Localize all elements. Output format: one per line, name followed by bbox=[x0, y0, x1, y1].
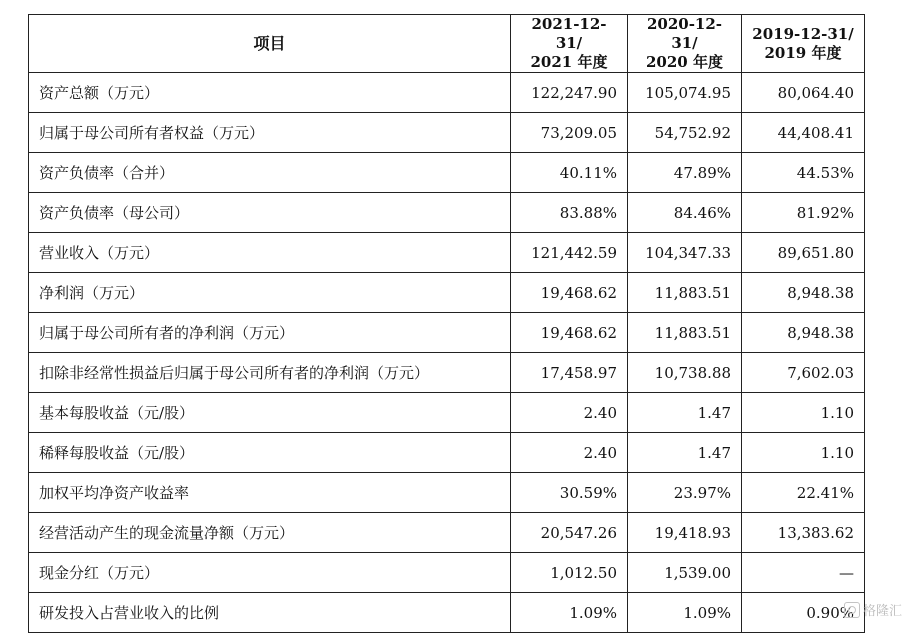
financial-indicators-table bbox=[28, 14, 865, 633]
table-row bbox=[29, 73, 865, 113]
value-2020: 104,347.33 bbox=[628, 233, 742, 273]
row-label: 经营活动产生的现金流量净额（万元） bbox=[29, 513, 511, 553]
table-row bbox=[29, 193, 865, 233]
value-2021: 30.59% bbox=[511, 473, 628, 513]
value-2021: 73,209.05 bbox=[511, 113, 628, 153]
value-2021: 2.40 bbox=[511, 393, 628, 433]
row-label: 资产总额（万元） bbox=[29, 73, 511, 113]
value-2020: 1.09% bbox=[628, 593, 742, 633]
watermark-text: 格隆汇 bbox=[862, 604, 902, 619]
value-2020: 11,883.51 bbox=[628, 273, 742, 313]
value-2019: 1.10 bbox=[742, 393, 865, 433]
value-2019: 8,948.38 bbox=[742, 313, 865, 353]
header-item: 项目 bbox=[29, 15, 511, 73]
gelonghui-logo-icon bbox=[844, 602, 860, 618]
value-2019: 8,948.38 bbox=[742, 273, 865, 313]
value-2019: 7,602.03 bbox=[742, 353, 865, 393]
row-label: 研发投入占营业收入的比例 bbox=[29, 593, 511, 633]
value-2021: 40.11% bbox=[511, 153, 628, 193]
value-2021: 122,247.90 bbox=[511, 73, 628, 113]
row-label: 资产负债率（母公司） bbox=[29, 193, 511, 233]
table-row bbox=[29, 153, 865, 193]
row-label: 归属于母公司所有者的净利润（万元） bbox=[29, 313, 511, 353]
value-2021: 17,458.97 bbox=[511, 353, 628, 393]
value-2019: 13,383.62 bbox=[742, 513, 865, 553]
header-2020: 2020-12-31/ 2020 年度 bbox=[628, 15, 742, 73]
row-label: 现金分红（万元） bbox=[29, 553, 511, 593]
value-2019: 80,064.40 bbox=[742, 73, 865, 113]
table-row bbox=[29, 353, 865, 393]
table-row bbox=[29, 273, 865, 313]
table-row bbox=[29, 393, 865, 433]
value-2019: 0.90% bbox=[742, 593, 865, 633]
header-2021: 2021-12-31/ 2021 年度 bbox=[511, 15, 628, 73]
value-2021: 1,012.50 bbox=[511, 553, 628, 593]
value-2021: 19,468.62 bbox=[511, 313, 628, 353]
value-2020: 105,074.95 bbox=[628, 73, 742, 113]
value-2021: 83.88% bbox=[511, 193, 628, 233]
value-2020: 10,738.88 bbox=[628, 353, 742, 393]
row-label: 营业收入（万元） bbox=[29, 233, 511, 273]
value-2020: 84.46% bbox=[628, 193, 742, 233]
value-2019: — bbox=[742, 553, 865, 593]
table-row bbox=[29, 313, 865, 353]
value-2021: 1.09% bbox=[511, 593, 628, 633]
row-label: 加权平均净资产收益率 bbox=[29, 473, 511, 513]
table-row bbox=[29, 513, 865, 553]
financial-table-container bbox=[28, 14, 865, 633]
value-2021: 19,468.62 bbox=[511, 273, 628, 313]
header-2019: 2019-12-31/ 2019 年度 bbox=[742, 15, 865, 73]
watermark bbox=[844, 600, 902, 619]
value-2021: 121,442.59 bbox=[511, 233, 628, 273]
value-2020: 1.47 bbox=[628, 393, 742, 433]
value-2019: 44.53% bbox=[742, 153, 865, 193]
value-2020: 1,539.00 bbox=[628, 553, 742, 593]
table-row bbox=[29, 233, 865, 273]
table-header-row bbox=[29, 15, 865, 73]
row-label: 净利润（万元） bbox=[29, 273, 511, 313]
table-row bbox=[29, 113, 865, 153]
value-2019: 89,651.80 bbox=[742, 233, 865, 273]
value-2020: 11,883.51 bbox=[628, 313, 742, 353]
table-row bbox=[29, 473, 865, 513]
row-label: 资产负债率（合并） bbox=[29, 153, 511, 193]
table-row bbox=[29, 553, 865, 593]
value-2019: 44,408.41 bbox=[742, 113, 865, 153]
value-2019: 1.10 bbox=[742, 433, 865, 473]
value-2021: 20,547.26 bbox=[511, 513, 628, 553]
value-2020: 19,418.93 bbox=[628, 513, 742, 553]
value-2019: 81.92% bbox=[742, 193, 865, 233]
value-2019: 22.41% bbox=[742, 473, 865, 513]
value-2020: 23.97% bbox=[628, 473, 742, 513]
value-2021: 2.40 bbox=[511, 433, 628, 473]
table-row bbox=[29, 593, 865, 633]
row-label: 扣除非经常性损益后归属于母公司所有者的净利润（万元） bbox=[29, 353, 511, 393]
value-2020: 1.47 bbox=[628, 433, 742, 473]
value-2020: 54,752.92 bbox=[628, 113, 742, 153]
row-label: 稀释每股收益（元/股） bbox=[29, 433, 511, 473]
value-2020: 47.89% bbox=[628, 153, 742, 193]
row-label: 基本每股收益（元/股） bbox=[29, 393, 511, 433]
row-label: 归属于母公司所有者权益（万元） bbox=[29, 113, 511, 153]
table-row bbox=[29, 433, 865, 473]
